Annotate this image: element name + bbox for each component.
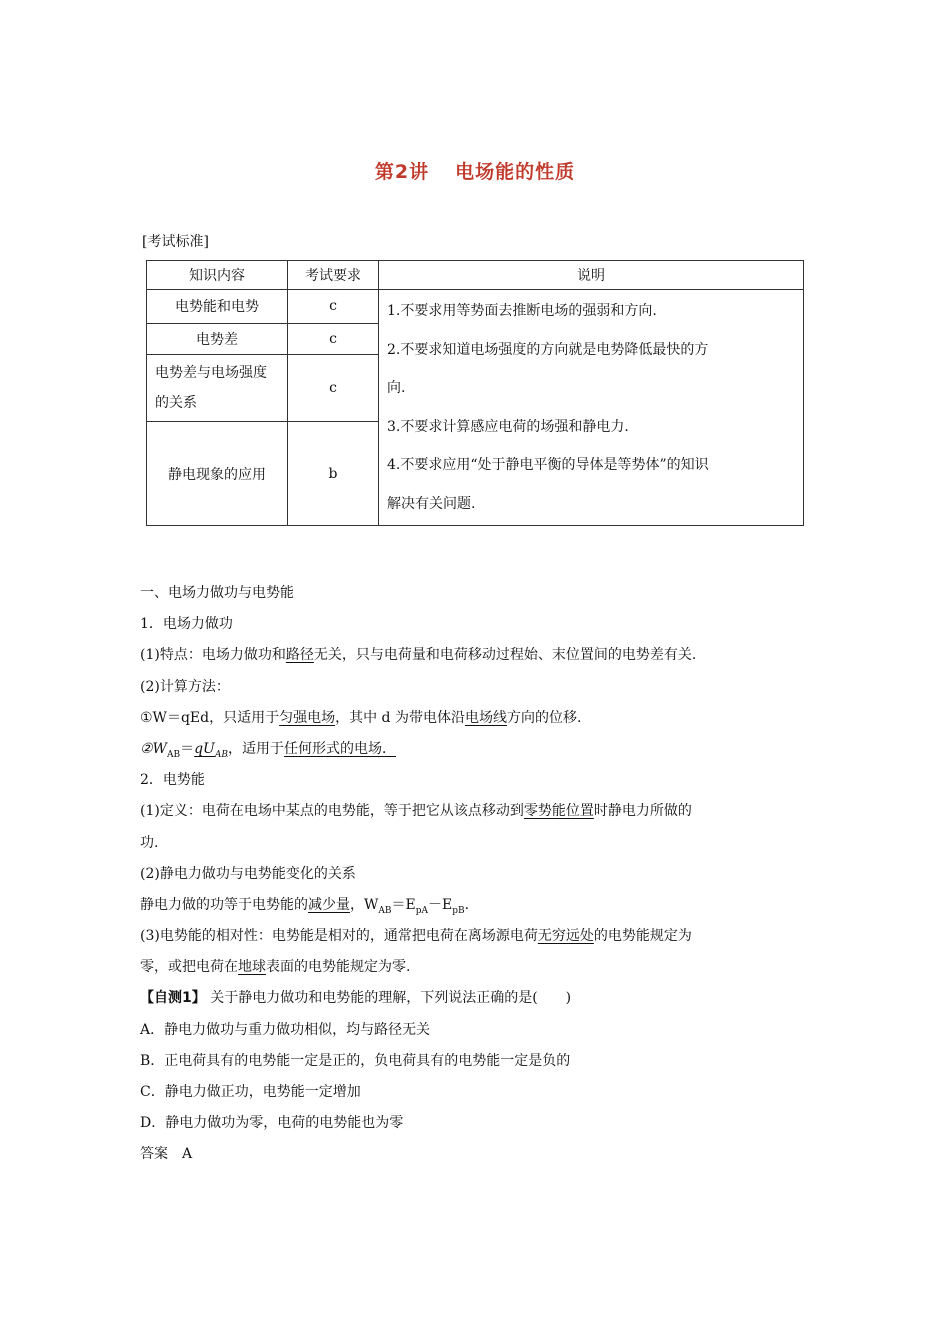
subsection-heading: 2．电势能 (140, 772, 205, 789)
note-line: 向. (387, 380, 406, 396)
paragraph: ①W＝qEd，只适用于匀强电场，其中 d 为带电体沿电场线方向的位移. (140, 709, 582, 726)
key-term: 匀强电场 (279, 709, 336, 726)
lesson-number: 第2讲 (374, 161, 430, 183)
table-header: 说明 (379, 261, 804, 290)
section-heading: 一、电场力做功与电势能 (140, 585, 294, 601)
table-row (147, 290, 804, 324)
paragraph: (2)计算方法： (140, 678, 230, 695)
table-cell: 电势能和电势 (147, 290, 288, 324)
key-term: 零势能位置 (523, 803, 594, 820)
key-term: 地球 (238, 959, 266, 976)
paragraph: (1)特点：电场力做功和路径无关，只与电荷量和电荷移动过程始、末位置间的电势差有关. (140, 647, 697, 664)
paragraph: (3)电势能的相对性：电势能是相对的，通常把电荷在离场源电荷无穷远处的电势能规定为 (140, 928, 692, 945)
paragraph: 功. (140, 834, 159, 851)
key-term: 路径 (285, 647, 314, 664)
table-header-row (147, 261, 804, 290)
exam-standard-table (146, 260, 804, 526)
table-cell: c (288, 355, 379, 422)
note-line: 解决有关问题. (387, 495, 476, 512)
table-cell: 静电现象的应用 (147, 422, 288, 526)
table-cell: 电势差与电场强度的关系 (147, 355, 288, 422)
content-body (140, 578, 820, 1171)
note-line: 2.不要求知道电场强度的方向就是电势降低最快的方 (387, 341, 709, 358)
table-cell: b (288, 422, 379, 526)
notes-cell (379, 290, 804, 526)
key-term: $qU_{AB}$ (194, 740, 228, 760)
paragraph: 静电力做的功等于电势能的减少量，$W_{AB}=E_{pA}-E_{pB}$. (140, 896, 470, 916)
key-term: 无穷远处 (537, 928, 594, 945)
note-line: 3.不要求计算感应电荷的场强和静电力. (387, 418, 629, 435)
option-c: C．静电力做正功，电势能一定增加 (140, 1084, 361, 1100)
page-title (0, 157, 950, 184)
table-header: 考试要求 (288, 261, 379, 290)
paragraph: 零，或把电荷在地球表面的电势能规定为零. (140, 959, 411, 976)
paragraph: $②W_{AB}=qU_{AB}$，适用于任何形式的电场． (140, 740, 396, 760)
note-line: 4.不要求应用“处于静电平衡的导体是等势体”的知识 (387, 457, 709, 473)
option-b: B．正电荷具有的电势能一定是正的，负电荷具有的电势能一定是负的 (140, 1052, 571, 1069)
note-line: 1.不要求用等势面去推断电场的强弱和方向. (387, 303, 657, 319)
key-term: 减少量 (308, 896, 350, 913)
key-term: 电场线 (464, 709, 507, 726)
option-d: D．静电力做功为零，电荷的电势能也为零 (140, 1115, 404, 1132)
table-cell: 电势差 (147, 323, 288, 355)
option-a: A．静电力做功与重力做功相似，均与路径无关 (140, 1021, 431, 1038)
key-term: 任何形式的电场． (283, 740, 396, 757)
self-test-question: 【自测1】 关于静电力做功和电势能的理解，下列说法正确的是( ) (140, 990, 572, 1007)
paragraph: (2)静电力做功与电势能变化的关系 (140, 865, 356, 882)
subsection-heading: 1．电场力做功 (140, 616, 233, 633)
table-cell: c (288, 323, 379, 355)
table-cell: c (288, 290, 379, 324)
exam-standard-label: [考试标准] (142, 234, 209, 250)
self-test-tag: 【自测1】 (140, 990, 206, 1007)
paragraph: (1)定义：电荷在电场中某点的电势能，等于把它从该点移动到零势能位置时静电力所做的 (140, 803, 692, 820)
lesson-topic: 电场能的性质 (455, 161, 576, 183)
table-header: 知识内容 (147, 261, 288, 290)
answer: 答案 A (140, 1146, 193, 1163)
